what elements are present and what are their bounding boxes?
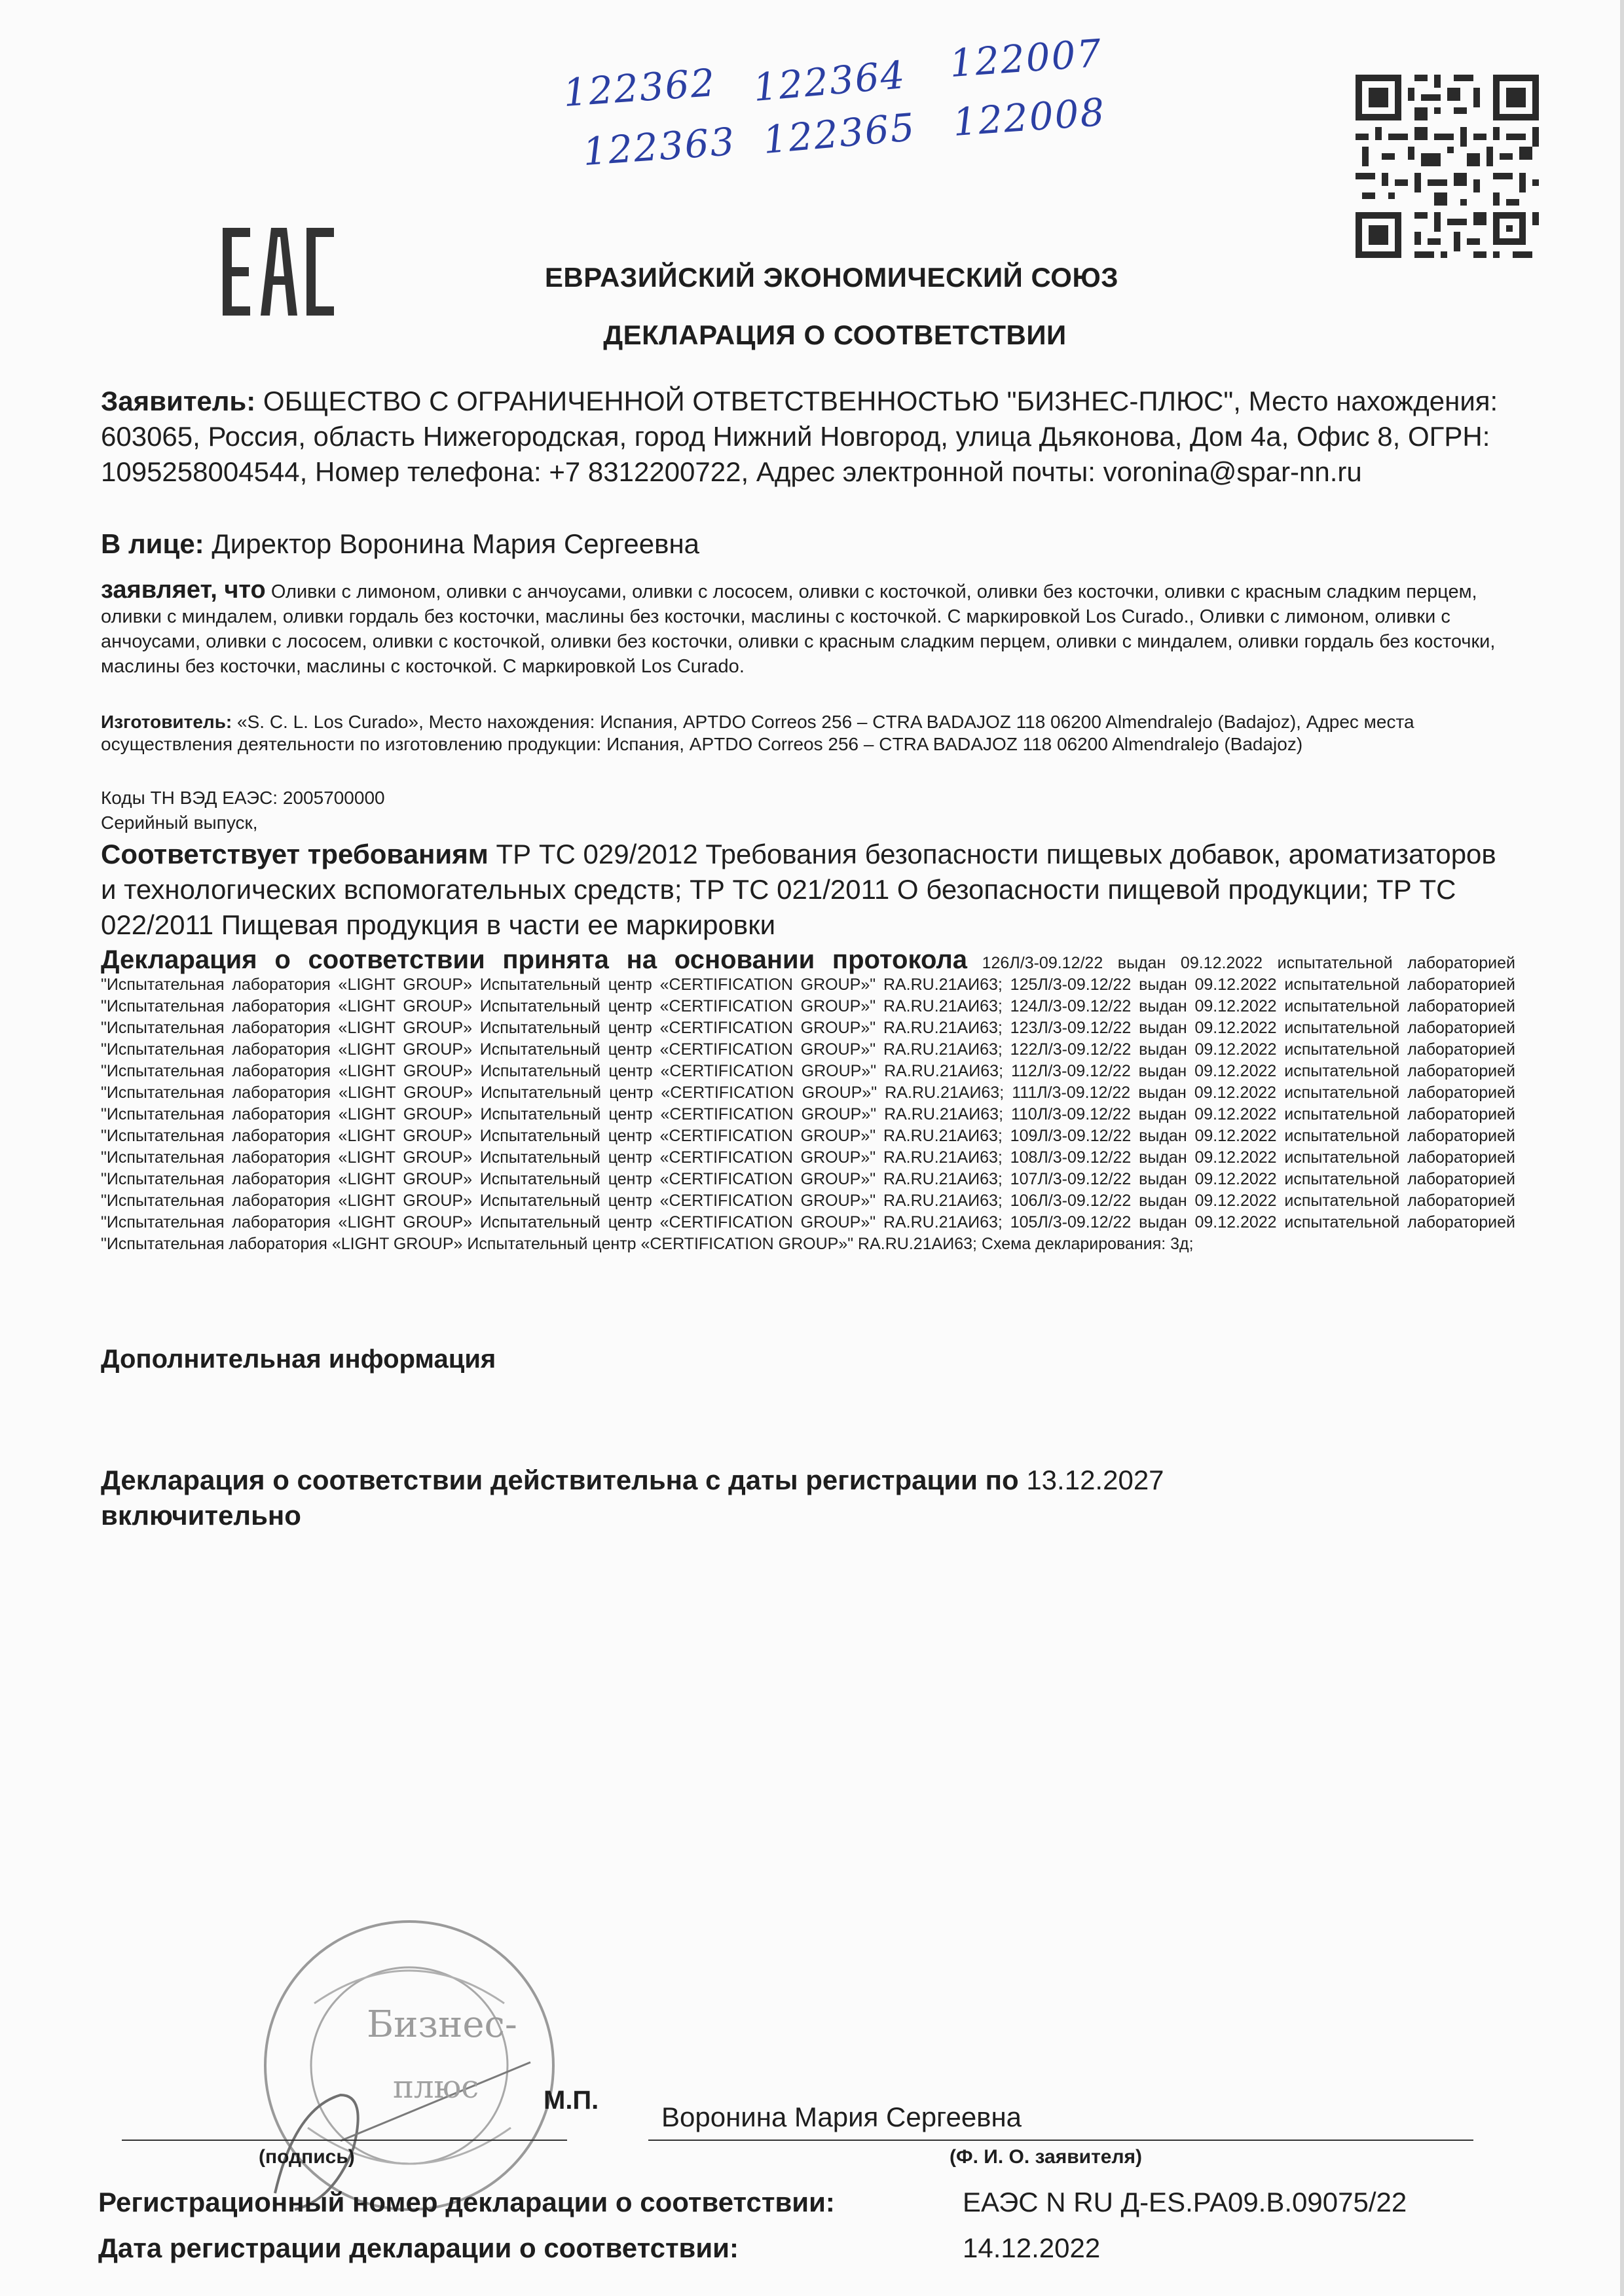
declares-section [101,577,1515,679]
additional-info-heading: Дополнительная информация [101,1345,496,1374]
seal-stamp-icon [255,1912,563,2219]
basis-section [101,945,1515,1255]
declares-label: заявляет, что [101,576,266,604]
validity-suffix: включительно [101,1500,301,1531]
mp-mark: М.П. [544,2086,599,2115]
signatory-name: Воронина Мария Сергеевна [661,2102,1022,2132]
registration-number: ЕАЭС N RU Д-ES.РА09.В.09075/22 [963,2187,1407,2217]
manufacturer-label: Изготовитель: [101,712,232,732]
serial-release: Серийный выпуск, [101,812,258,833]
handwritten-number: 122007 [948,30,1104,86]
applicant-section [101,384,1515,490]
qr-code-icon [1349,68,1545,264]
signature-line [122,2140,567,2141]
name-line [648,2140,1473,2141]
requirements-label: Соответствует требованиям [101,839,489,869]
requirements-section [101,837,1515,943]
manufacturer-section [101,711,1515,756]
basis-text: 126Л/3-09.12/22 выдан 09.12.2022 испытательной лабораторией "Испытательная лаборатория «LIGHT GROUP» Испытательный центр «CERTIFICATION GROUP»" RA.RU.21АИ63; 125Л/3-09.12/22 выдан 09.12.2022 испытательной лабораторией "Испытательная лаборатория «LIGHT GROUP» Испытательный центр «CERTIFICATION GROUP»" RA.RU.21АИ63; 124Л/3-09.12/22 выдан 09.12.2022 испытательной лабораторией "Испытательная лаборатория «LIGHT GROUP» Испытательный центр «CERTIFICATION GROUP»" RA.RU.21АИ63; 123Л/3-09.12/22 выдан 09.12.2022 испытательной лабораторией "Испытательная лаборатория «LIGHT GROUP» Испытательный центр «CERTIFICATION GROUP»" RA.RU.21АИ63; 122Л/3-09.12/22 выдан 09.12.2022 испытательной лабораторией "Испытательная лаборатория «LIGHT GROUP» Испытательный центр «CERTIFICATION GROUP»" RA.RU.21АИ63; 112Л/3-09.12/22 выдан 09.12.2022 испытательной лабораторией "Испытательная лаборатория «LIGHT GROUP» Испытательный центр «CERTIFICATION GROUP»" RA.RU.21АИ63; 111Л/3-09.12/22 выдан 09.12.2022 испытательной лабораторией "Испытательная лаборатория «LIGHT GROUP» Испытательный центр «CERTIFICATION GROUP»" RA.RU.21АИ63; 110Л/3-09.12/22 выдан 09.12.2022 испытательной лабораторией "Испытательная лаборатория «LIGHT GROUP» Испытательный центр «CERTIFICATION GROUP»" RA.RU.21АИ63; 109Л/3-09.12/22 выдан 09.12.2022 испытательной лабораторией "Испытательная лаборатория «LIGHT GROUP» Испытательный центр «CERTIFICATION GROUP»" RA.RU.21АИ63; 108Л/3-09.12/22 выдан 09.12.2022 испытательной лабораторией "Испытательная лаборатория «LIGHT GROUP» Испытательный центр «CERTIFICATION GROUP»" RA.RU.21АИ63; 107Л/3-09.12/22 выдан 09.12.2022 испытательной лабораторией "Испытательная лаборатория «LIGHT GROUP» Испытательный центр «CERTIFICATION GROUP»" RA.RU.21АИ63; 106Л/3-09.12/22 выдан 09.12.2022 испытательной лабораторией "Испытательная лаборатория «LIGHT GROUP» Испытательный центр «CERTIFICATION GROUP»" RA.RU.21АИ63; 105Л/3-09.12/22 выдан 09.12.2022 испытательной лабораторией "Испытательная лаборатория «LIGHT GROUP» Испытательный центр «CERTIFICATION GROUP»" RA.RU.21АИ63; Схема декларирования: 3д; [101,954,1515,1253]
manufacturer-text: «S. C. L. Los Curado», Место нахождения: Испания, APTDO Correos 256 – CTRA BADAJOZ 118 06200 Almendralejo (Badajoz), Адрес места осуществления деятельности по изготовлению продукции: Испания, APTDO Correos 256 – CTRA BADAJOZ 118 06200 Almendralejo (Badajoz) [101,712,1414,754]
registration-date: 14.12.2022 [963,2232,1101,2263]
declares-text: Оливки с лимоном, оливки с анчоусами, оливки с лососем, оливки с косточкой, оливки без косточки, оливки с красным сладким перцем, оливки с миндалем, оливки гордаль без косточки, маслины без косточки, маслины с косточкой. С маркировкой Los Curado., Оливки с лимоном, оливки с анчоусами, оливки с лососем, оливки с косточкой, оливки без косточки, оливки с красным сладким перцем, оливки с миндалем, оливки гордаль без косточки, маслины без косточки, маслины с косточкой. С маркировкой Los Curado. [101,581,1496,677]
validity-section [101,1463,1345,1533]
handwritten-number: 122364 [751,52,908,111]
basis-label: Декларация о соответствии принята на основании протокола [101,945,968,974]
validity-label: Декларация о соответствии действительна с даты регистрации по [101,1465,1019,1495]
page-title: ДЕКЛАРАЦИЯ О СООТВЕТСТВИИ [603,319,1067,350]
registration-date-label: Дата регистрации декларации о соответствии: [98,2232,739,2263]
applicant-text: ОБЩЕСТВО С ОГРАНИЧЕННОЙ ОТВЕТСТВЕННОСТЬЮ "БИЗНЕС-ПЛЮС", Место нахождения: 603065, Россия, область Нижегородская, город Нижний Новгород, улица Дьяконова, Дом 4а, Офис 8, ОГРН: 1095258004544, Номер телефона: +7 8312200722, Адрес электронной почты: voronina@spar-nn.ru [101,386,1498,487]
handwritten-number: 122362 [561,60,718,116]
union-title: ЕВРАЗИЙСКИЙ ЭКОНОМИЧЕСКИЙ СОЮЗ [544,262,1119,293]
person-text: Директор Воронина Мария Сергеевна [212,528,700,559]
requirements-text: ТР ТС 029/2012 Требования безопасности пищевых добавок, ароматизаторов и технологических вспомогательных средств; ТР ТС 021/2011 О безопасности пищевой продукции; ТР ТС 022/2011 Пищевая продукция в части ее маркировки [101,839,1496,940]
signature-caption: (подпись) [259,2146,355,2168]
applicant-label: Заявитель: [101,386,256,416]
person-label: В лице: [101,528,204,559]
handwritten-number: 122008 [951,89,1107,145]
validity-date: 13.12.2027 [1026,1465,1164,1495]
registration-number-label: Регистрационный номер декларации о соответствии: [98,2187,835,2217]
stamp-text-line1: Бизнес- [367,2003,517,2046]
name-caption: (Ф. И. О. заявителя) [950,2146,1143,2168]
handwritten-number: 122363 [581,118,737,175]
stamp-text-line2: плюс [393,2069,479,2105]
person-section [101,526,1515,562]
tnved-codes: Коды ТН ВЭД ЕАЭС: 2005700000 [101,788,385,808]
handwritten-number: 122365 [761,104,917,163]
